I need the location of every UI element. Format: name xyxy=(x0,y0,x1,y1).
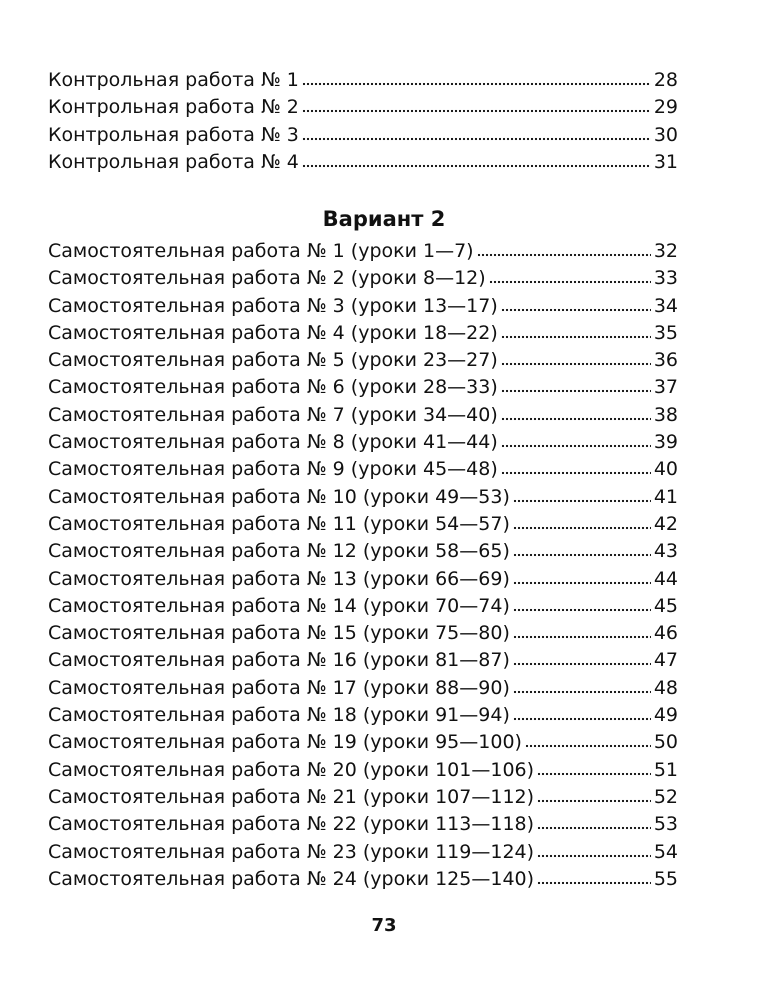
toc-entry xyxy=(48,293,678,320)
toc-entry xyxy=(48,702,678,729)
toc-dot-leader xyxy=(513,662,651,666)
toc-entry xyxy=(48,456,678,483)
toc-dot-leader xyxy=(513,608,651,612)
toc-entry-title: Самостоятельная работа № 17 (уроки 88—90) xyxy=(48,676,510,699)
page-number: 73 xyxy=(371,915,397,936)
toc-entry xyxy=(48,238,678,265)
toc-dot-leader xyxy=(513,717,651,721)
toc-entry-title: Самостоятельная работа № 9 (уроки 45—48) xyxy=(48,458,498,481)
toc-entry-title: Самостоятельная работа № 7 (уроки 34—40) xyxy=(48,403,498,426)
toc-entry-page: 33 xyxy=(653,267,678,290)
toc-entry-title: Самостоятельная работа № 19 (уроки 95—100) xyxy=(48,731,522,754)
toc-entry-title: Самостоятельная работа № 22 (уроки 113—118) xyxy=(48,813,535,836)
toc-dot-leader xyxy=(302,82,651,86)
toc-entry-title: Самостоятельная работа № 4 (уроки 18—22) xyxy=(48,321,498,344)
toc-dot-leader xyxy=(489,280,651,284)
toc-entry-page: 54 xyxy=(653,840,678,863)
toc-entry xyxy=(48,538,678,565)
toc-entry-title: Самостоятельная работа № 6 (уроки 28—33) xyxy=(48,376,498,399)
toc-list-top xyxy=(48,67,678,176)
toc-entry xyxy=(48,402,678,429)
toc-entry-page: 28 xyxy=(653,69,678,91)
toc-entry xyxy=(48,566,678,593)
toc-dot-leader xyxy=(537,854,651,858)
toc-entry-title: Контрольная работа № 4 xyxy=(48,150,299,173)
toc-entry-title: Контрольная работа № 1 xyxy=(48,69,299,91)
toc-entry-title: Самостоятельная работа № 8 (уроки 41—44) xyxy=(48,431,498,454)
toc-dot-leader xyxy=(302,109,651,113)
toc-entry-title: Самостоятельная работа № 16 (уроки 81—87) xyxy=(48,649,510,672)
toc-entry-page: 44 xyxy=(653,567,678,590)
toc-entry-page: 52 xyxy=(653,785,678,808)
toc-entry-page: 53 xyxy=(653,813,678,836)
toc-entry-page: 45 xyxy=(653,594,678,617)
toc-entry xyxy=(48,593,678,620)
toc-entry xyxy=(48,839,678,866)
toc-entry-title: Самостоятельная работа № 1 (уроки 1—7) xyxy=(48,240,474,262)
toc-entry-title: Контрольная работа № 3 xyxy=(48,123,299,146)
toc-entry-page: 39 xyxy=(653,431,678,454)
toc-entry-page: 46 xyxy=(653,622,678,645)
toc-entry xyxy=(48,347,678,374)
toc-entry xyxy=(48,94,678,121)
toc-dot-leader xyxy=(501,471,651,475)
toc-dot-leader xyxy=(501,417,651,421)
toc-entry-title: Самостоятельная работа № 13 (уроки 66—69) xyxy=(48,567,510,590)
toc-entry-page: 41 xyxy=(653,485,678,508)
toc-entry-title: Самостоятельная работа № 14 (уроки 70—74) xyxy=(48,594,510,617)
toc-dot-leader xyxy=(537,881,651,885)
toc-entry xyxy=(48,320,678,347)
toc-dot-leader xyxy=(501,389,651,393)
toc-entry xyxy=(48,729,678,756)
toc-entry xyxy=(48,866,678,893)
toc-dot-leader xyxy=(537,772,651,776)
toc-dot-leader xyxy=(513,635,651,639)
toc-entry xyxy=(48,149,678,176)
toc-entry xyxy=(48,265,678,292)
toc-entry-page: 55 xyxy=(653,867,678,890)
toc-entry-page: 31 xyxy=(653,150,678,173)
toc-entry xyxy=(48,429,678,456)
toc-entry-page: 50 xyxy=(653,731,678,754)
toc-entry xyxy=(48,511,678,538)
toc-dot-leader xyxy=(513,553,651,557)
toc-entry xyxy=(48,122,678,149)
toc-entry-page: 29 xyxy=(653,96,678,119)
toc-dot-leader xyxy=(513,499,651,503)
toc-dot-leader xyxy=(513,690,651,694)
toc-entry xyxy=(48,374,678,401)
toc-entry-page: 42 xyxy=(653,512,678,535)
toc-entry-page: 40 xyxy=(653,458,678,481)
toc-entry xyxy=(48,811,678,838)
toc-dot-leader xyxy=(513,526,651,530)
toc-list-variant-2 xyxy=(48,238,678,893)
toc-entry xyxy=(48,647,678,674)
toc-entry xyxy=(48,67,678,94)
toc-dot-leader xyxy=(477,253,651,257)
toc-entry-page: 30 xyxy=(653,123,678,146)
toc-dot-leader xyxy=(537,799,651,803)
toc-dot-leader xyxy=(501,444,651,448)
toc-entry-title: Самостоятельная работа № 2 (уроки 8—12) xyxy=(48,267,486,290)
toc-dot-leader xyxy=(501,308,651,312)
toc-entry-title: Самостоятельная работа № 24 (уроки 125—140) xyxy=(48,867,535,890)
toc-entry-title: Самостоятельная работа № 15 (уроки 75—80) xyxy=(48,622,510,645)
toc-entry-page: 49 xyxy=(653,704,678,727)
toc-entry-title: Самостоятельная работа № 11 (уроки 54—57) xyxy=(48,512,510,535)
toc-entry-title: Самостоятельная работа № 23 (уроки 119—124) xyxy=(48,840,535,863)
toc-dot-leader xyxy=(302,137,651,141)
toc-dot-leader xyxy=(537,826,651,830)
toc-entry-title: Самостоятельная работа № 21 (уроки 107—112) xyxy=(48,785,535,808)
toc-entry-title: Самостоятельная работа № 12 (уроки 58—65) xyxy=(48,540,510,563)
toc-entry-page: 35 xyxy=(653,321,678,344)
toc-entry-page: 32 xyxy=(653,240,678,262)
toc-entry-title: Самостоятельная работа № 10 (уроки 49—53) xyxy=(48,485,510,508)
toc-entry-page: 47 xyxy=(653,649,678,672)
toc-entry-page: 51 xyxy=(653,758,678,781)
toc-entry xyxy=(48,620,678,647)
toc-dot-leader xyxy=(302,164,651,168)
toc-dot-leader xyxy=(525,744,651,748)
section-heading: Вариант 2 xyxy=(322,207,446,231)
toc-entry xyxy=(48,784,678,811)
toc-entry-page: 37 xyxy=(653,376,678,399)
toc-entry xyxy=(48,484,678,511)
toc-entry-title: Самостоятельная работа № 5 (уроки 23—27) xyxy=(48,349,498,372)
toc-entry xyxy=(48,675,678,702)
toc-entry-page: 36 xyxy=(653,349,678,372)
toc-entry xyxy=(48,757,678,784)
toc-entry-title: Контрольная работа № 2 xyxy=(48,96,299,119)
toc-entry-title: Самостоятельная работа № 18 (уроки 91—94) xyxy=(48,704,510,727)
toc-entry-page: 43 xyxy=(653,540,678,563)
toc-dot-leader xyxy=(513,581,651,585)
toc-entry-title: Самостоятельная работа № 20 (уроки 101—106) xyxy=(48,758,535,781)
toc-entry-page: 48 xyxy=(653,676,678,699)
toc-entry-title: Самостоятельная работа № 3 (уроки 13—17) xyxy=(48,294,498,317)
toc-dot-leader xyxy=(501,362,651,366)
toc-entry-page: 38 xyxy=(653,403,678,426)
toc-dot-leader xyxy=(501,335,651,339)
toc-entry-page: 34 xyxy=(653,294,678,317)
